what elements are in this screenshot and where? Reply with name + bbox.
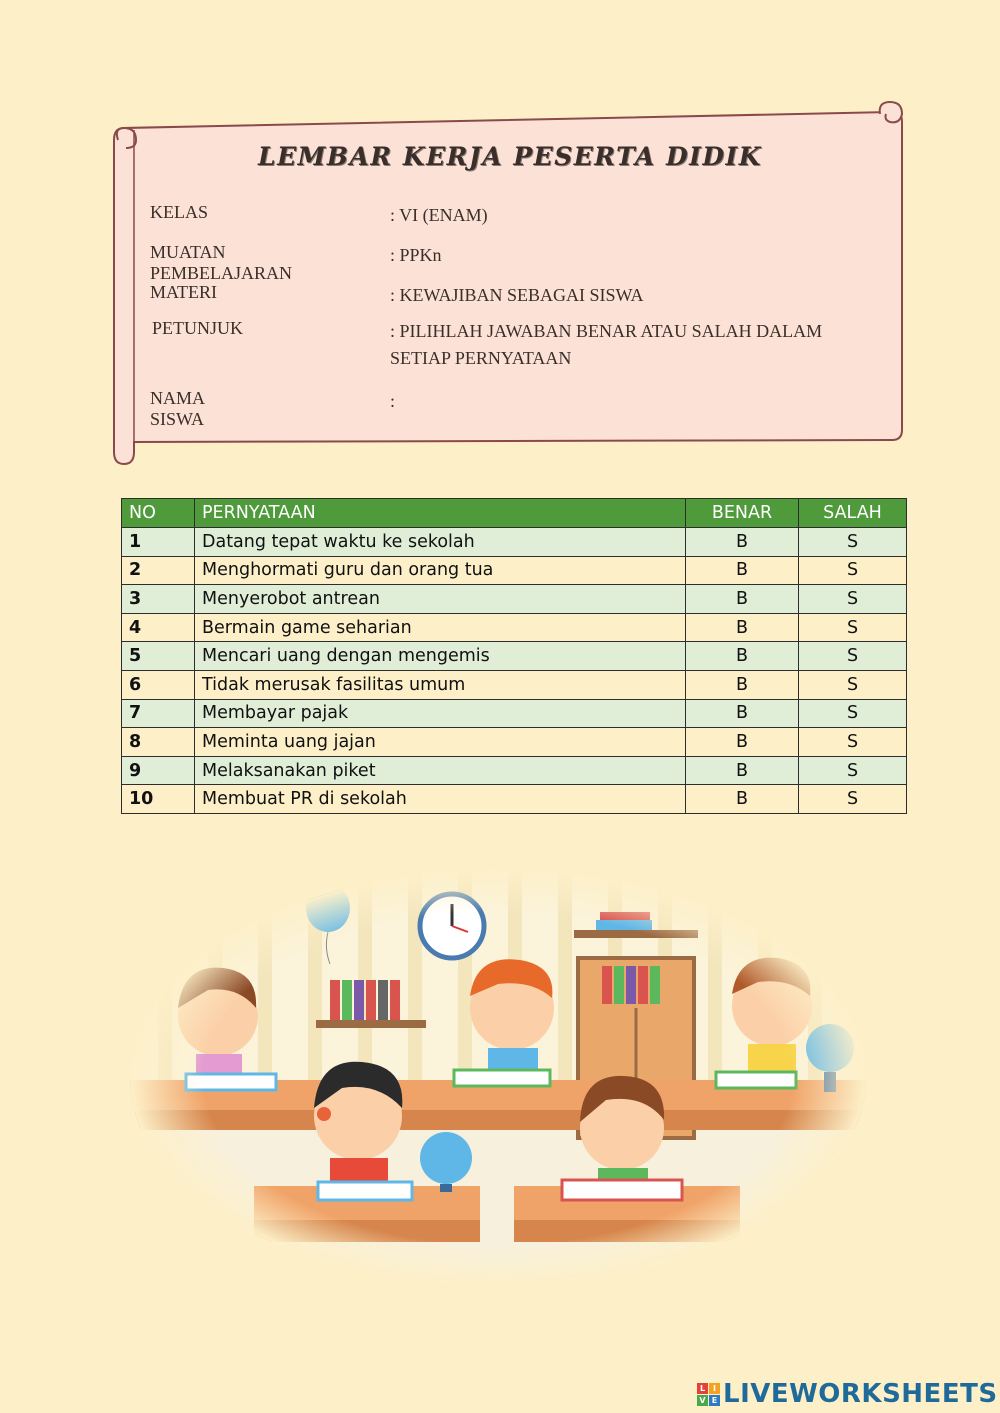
statement-text: Membuat PR di sekolah <box>195 785 686 814</box>
info-label: MUATAN PEMBELAJARAN <box>150 242 293 283</box>
row-number: 10 <box>122 785 195 814</box>
answer-benar-option[interactable]: B <box>686 670 799 699</box>
column-header-pernyataan: PERNYATAAN <box>195 499 686 528</box>
answer-salah-option[interactable]: S <box>799 756 907 785</box>
liveworksheets-logo <box>697 1378 998 1410</box>
info-value: : KEWAJIBAN SEBAGAI SISWA <box>390 285 644 305</box>
statement-text: Datang tepat waktu ke sekolah <box>195 528 686 557</box>
table-row <box>122 585 907 614</box>
table-header-row <box>122 499 907 528</box>
answer-benar-option[interactable]: B <box>686 756 799 785</box>
brand-name: LIVEWORKSHEETS <box>723 1379 998 1409</box>
answer-benar-option[interactable]: B <box>686 728 799 757</box>
column-header-salah: SALAH <box>799 499 907 528</box>
answer-benar-option[interactable]: B <box>686 785 799 814</box>
row-number: 2 <box>122 556 195 585</box>
statement-text: Bermain game seharian <box>195 613 686 642</box>
table-row <box>122 756 907 785</box>
answer-salah-option[interactable]: S <box>799 670 907 699</box>
statement-text: Melaksanakan piket <box>195 756 686 785</box>
table-row <box>122 699 907 728</box>
table-row <box>122 785 907 814</box>
table-row <box>122 556 907 585</box>
answer-salah-option[interactable]: S <box>799 585 907 614</box>
answer-salah-option[interactable]: S <box>799 613 907 642</box>
row-number: 4 <box>122 613 195 642</box>
info-value: : PILIHLAH JAWABAN BENAR ATAU SALAH DALAM SETIAP PERNYATAAN <box>390 321 823 368</box>
row-number: 1 <box>122 528 195 557</box>
info-value: : PPKn <box>390 245 442 265</box>
statement-text: Membayar pajak <box>195 699 686 728</box>
row-number: 8 <box>122 728 195 757</box>
answer-benar-option[interactable]: B <box>686 613 799 642</box>
worksheet-header-scroll <box>112 100 908 468</box>
answer-benar-option[interactable]: B <box>686 528 799 557</box>
table-row <box>122 642 907 671</box>
worksheet-title: LEMBAR KERJA PESERTA DIDIK <box>258 142 762 171</box>
answer-benar-option[interactable]: B <box>686 642 799 671</box>
table-row <box>122 613 907 642</box>
statement-text: Meminta uang jajan <box>195 728 686 757</box>
table-row <box>122 670 907 699</box>
answer-salah-option[interactable]: S <box>799 528 907 557</box>
row-number: 9 <box>122 756 195 785</box>
info-label: KELAS <box>150 202 208 222</box>
statement-text: Mencari uang dengan mengemis <box>195 642 686 671</box>
row-number: 3 <box>122 585 195 614</box>
info-value: : VI (ENAM) <box>390 205 488 225</box>
answer-benar-option[interactable]: B <box>686 585 799 614</box>
statement-text: Menyerobot antrean <box>195 585 686 614</box>
row-number: 5 <box>122 642 195 671</box>
info-label: PETUNJUK <box>152 318 244 338</box>
info-label: NAMA SISWA <box>150 388 205 429</box>
answer-salah-option[interactable]: S <box>799 556 907 585</box>
column-header-no: NO <box>122 499 195 528</box>
info-label: MATERI <box>150 282 217 302</box>
statement-text: Menghormati guru dan orang tua <box>195 556 686 585</box>
answer-benar-option[interactable]: B <box>686 556 799 585</box>
statement-text: Tidak merusak fasilitas umum <box>195 670 686 699</box>
table-row <box>122 728 907 757</box>
row-number: 6 <box>122 670 195 699</box>
row-number: 7 <box>122 699 195 728</box>
answer-salah-option[interactable]: S <box>799 785 907 814</box>
name-input-field[interactable]: : <box>390 391 396 411</box>
liveworksheets-mark-icon: L I V E <box>697 1383 720 1406</box>
classroom-illustration <box>128 868 868 1288</box>
answer-salah-option[interactable]: S <box>799 699 907 728</box>
statement-table <box>121 498 907 814</box>
table-row <box>122 528 907 557</box>
answer-salah-option[interactable]: S <box>799 642 907 671</box>
answer-benar-option[interactable]: B <box>686 699 799 728</box>
answer-salah-option[interactable]: S <box>799 728 907 757</box>
column-header-benar: BENAR <box>686 499 799 528</box>
